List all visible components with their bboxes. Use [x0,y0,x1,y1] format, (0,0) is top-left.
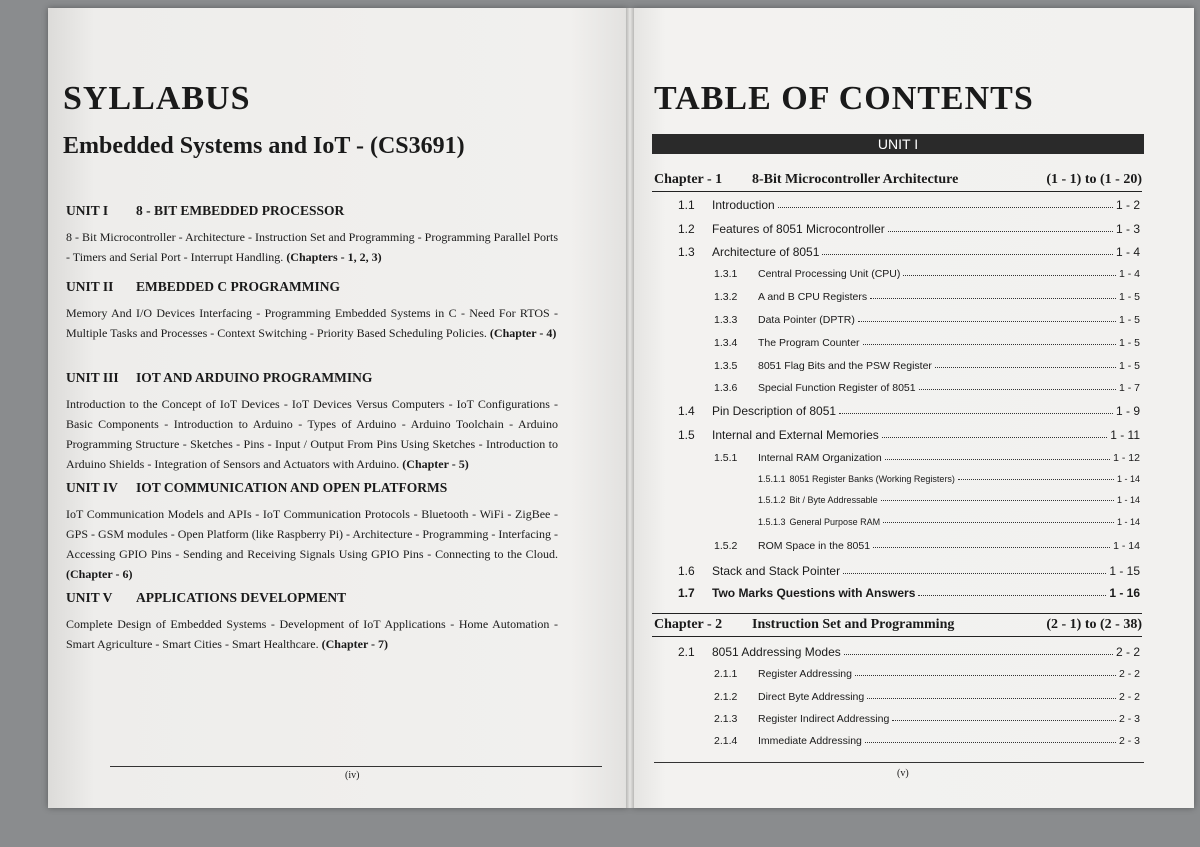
leader-dots [883,522,1114,523]
toc-entry-number: 2.1.4 [714,735,738,747]
leader-dots [918,595,1106,596]
toc-entry-number: 1.5.1 [714,452,738,464]
toc-entry-number: 1.3.6 [714,382,738,394]
toc-entry-page: 1 - 5 [1118,360,1140,372]
toc-entry-title: A and B CPU Registers [758,291,868,303]
toc-entry-page: 1 - 4 [1115,245,1140,259]
toc-entry-title: 8051 Flag Bits and the PSW Register [758,360,932,372]
toc-entry [758,495,1140,505]
leader-dots [858,321,1116,322]
unit-chapters: (Chapter - 4) [489,326,557,340]
leader-dots [822,254,1113,255]
toc-entry-number: 2.1.3 [714,713,738,725]
toc-entry-number: 1.4 [678,404,695,418]
toc-entry [714,314,1140,326]
toc-entry [714,360,1140,372]
leader-dots [855,675,1116,676]
toc-entry-number: 2.1.1 [714,668,738,680]
toc-entry-number: 1.6 [678,564,695,578]
chapter-label: Chapter - 1 [654,172,723,187]
toc-entry-page: 1 - 14 [1116,474,1140,484]
unit-block [66,279,558,343]
unit-chapters: (Chapters - 1, 2, 3) [286,250,382,264]
toc-entry [678,404,1140,418]
leader-dots [881,500,1114,501]
subject-title: Embedded Systems and IoT - (CS3691) [63,133,465,159]
leader-dots [935,367,1116,368]
toc-entry [714,268,1140,280]
toc-entry [714,691,1140,703]
toc-entry-number: 1.3.5 [714,360,738,372]
chapter-label: Chapter - 2 [654,617,723,632]
leader-dots [885,459,1110,460]
toc-page [632,0,1194,847]
toc-entry-page: 2 - 3 [1118,713,1140,725]
leader-dots [865,742,1116,743]
toc-entry-title: Architecture of 8051 [712,245,820,259]
unit-block [66,370,558,474]
leader-dots [882,437,1107,438]
unit-topics: IoT Communication Models and APIs - IoT Communication Protocols - Bluetooth - WiFi - ZigBee - GPS - GSM modules - Open Platform (like Raspberry Pi) - Architecture - Programming - Interfacing - Accessing GPIO Pins - Sending and Receiving Signals Using GPIO Pins - Connecting to the Cloud. [66,507,558,561]
toc-entry [714,291,1140,303]
leader-dots [958,479,1114,480]
toc-entry-number: 1.3.4 [714,337,738,349]
toc-entry-title: ROM Space in the 8051 [758,540,871,552]
unit-number: UNIT II [66,279,114,294]
toc-entry-title: Data Pointer (DPTR) [758,314,855,326]
toc-entry [714,668,1140,680]
chapter-rule [652,613,1142,614]
unit-number: UNIT V [66,590,113,605]
chapter-range: (1 - 1) to (1 - 20) [1046,172,1142,187]
chapter-title: Instruction Set and Programming [752,617,955,632]
unit-block [66,480,558,584]
toc-entry-page: 1 - 7 [1118,382,1140,394]
toc-entry-number: 1.5.1.3 [758,517,786,527]
unit-number: UNIT I [66,203,109,218]
toc-entry-title: Bit / Byte Addressable [789,495,878,505]
toc-entry-number: 2.1.2 [714,691,738,703]
toc-entry-number: 1.3.3 [714,314,738,326]
chapter-rule [652,191,1142,192]
page-number-right: (v) [897,768,909,779]
toc-entry-title: Introduction [712,198,775,212]
unit-topics: 8 - Bit Microcontroller - Architecture - Instruction Set and Programming - Programming Parallel Ports - Timers and Serial Port - Interrupt Handling. [66,230,558,264]
toc-entry-title: Special Function Register of 8051 [758,382,916,394]
toc-entry-page: 1 - 16 [1109,586,1140,600]
toc-entry-title: Stack and Stack Pointer [712,564,841,578]
unit-number: UNIT III [66,370,119,385]
leader-dots [870,298,1116,299]
toc-entry-number: 1.5.1.1 [758,474,786,484]
unit-topics: Memory And I/O Devices Interfacing - Programming Embedded Systems in C - Need For RTOS - Multiple Tasks and Processes - Context Switching - Priority Based Scheduling Policies. [66,306,558,340]
toc-entry-page: 1 - 2 [1115,198,1140,212]
toc-entry-number: 1.5.2 [714,540,738,552]
toc-entry-page: 2 - 2 [1115,645,1140,659]
toc-entry [678,586,1140,600]
toc-entry-page: 1 - 11 [1110,428,1140,442]
unit-topics: Introduction to the Concept of IoT Devices - IoT Devices Versus Computers - IoT Configurations - Basic Components - Introduction to Arduino - Types of Arduino - Arduino Toolchain - Arduino Programming Structure - Sketches - Pins - Input / Output From Pins Using Sketches - Introduction to Arduino Shields - Integration of Sensors and Actuators with Arduino. [66,397,558,471]
leader-dots [844,654,1113,655]
unit-banner: UNIT I [652,134,1144,154]
toc-entry-page: 2 - 2 [1118,668,1140,680]
toc-entry-title: Central Processing Unit (CPU) [758,268,901,280]
toc-entry-page: 1 - 5 [1118,337,1140,349]
toc-entry-title: The Program Counter [758,337,860,349]
toc-entry-title: General Purpose RAM [789,517,881,527]
unit-title: EMBEDDED C PROGRAMMING [136,279,340,294]
toc-entry-page: 2 - 2 [1118,691,1140,703]
syllabus-title: SYLLABUS [63,80,251,117]
chapter-heading [654,617,1142,633]
unit-chapters: (Chapter - 5) [402,457,469,471]
toc-entry [714,452,1140,464]
toc-entry-page: 1 - 15 [1109,564,1140,578]
unit-block [66,203,558,267]
toc-entry-number: 2.1 [678,645,695,659]
toc-entry-page: 1 - 14 [1116,495,1140,505]
footer-rule [654,762,1144,763]
toc-entry-number: 1.7 [678,586,695,600]
leader-dots [888,231,1113,232]
toc-entry-number: 1.3.1 [714,268,738,280]
toc-entry-page: 1 - 4 [1118,268,1140,280]
unit-title: IOT COMMUNICATION AND OPEN PLATFORMS [136,480,448,495]
chapter-heading [654,172,1142,188]
toc-entry [678,222,1140,236]
toc-entry-title: Register Indirect Addressing [758,713,890,725]
toc-entry [678,428,1140,442]
leader-dots [892,720,1116,721]
leader-dots [919,389,1116,390]
unit-block [66,590,558,654]
leader-dots [867,698,1116,699]
toc-entry-title: Direct Byte Addressing [758,691,865,703]
unit-number: UNIT IV [66,480,118,495]
toc-entry-number: 1.1 [678,198,695,212]
page-number-left: (iv) [345,770,360,781]
toc-entry-page: 1 - 14 [1113,540,1140,552]
chapter-rule [652,636,1142,637]
toc-entry-page: 1 - 14 [1116,517,1140,527]
leader-dots [863,344,1116,345]
toc-entry [678,564,1140,578]
leader-dots [903,275,1116,276]
unit-chapters: (Chapter - 6) [66,567,133,581]
toc-entry [678,645,1140,659]
toc-entry-number: 1.5.1.2 [758,495,786,505]
unit-title: IOT AND ARDUINO PROGRAMMING [136,370,373,385]
toc-entry-title: Internal RAM Organization [758,452,882,464]
toc-title: TABLE OF CONTENTS [654,80,1034,117]
footer-rule [110,766,602,767]
toc-entry-page: 1 - 5 [1118,314,1140,326]
unit-title: 8 - BIT EMBEDDED PROCESSOR [136,203,345,218]
toc-entry-title: Register Addressing [758,668,852,680]
chapter-range: (2 - 1) to (2 - 38) [1046,617,1142,632]
toc-entry-number: 1.5 [678,428,695,442]
leader-dots [843,573,1106,574]
toc-entry-page: 1 - 5 [1118,291,1140,303]
toc-entry-number: 1.3.2 [714,291,738,303]
toc-entry-title: Two Marks Questions with Answers [712,586,916,600]
toc-entry-title: Internal and External Memories [712,428,879,442]
toc-entry [678,198,1140,212]
toc-entry [758,517,1140,527]
toc-entry [714,337,1140,349]
toc-entry-page: 1 - 12 [1113,452,1140,464]
leader-dots [778,207,1113,208]
toc-entry-title: Immediate Addressing [758,735,862,747]
unit-chapters: (Chapter - 7) [321,637,389,651]
unit-title: APPLICATIONS DEVELOPMENT [136,590,347,605]
leader-dots [839,413,1113,414]
toc-entry-title: Features of 8051 Microcontroller [712,222,885,236]
toc-entry [758,474,1140,484]
toc-entry [714,713,1140,725]
toc-entry [678,245,1140,259]
leader-dots [873,547,1110,548]
toc-entry-number: 1.2 [678,222,695,236]
toc-entry-page: 1 - 9 [1115,404,1140,418]
unit-topics: Complete Design of Embedded Systems - Development of IoT Applications - Home Automation - Smart Agriculture - Smart Cities - Smart Healthcare. [66,617,558,651]
toc-entry [714,382,1140,394]
toc-entry-page: 2 - 3 [1118,735,1140,747]
chapter-title: 8-Bit Microcontroller Architecture [752,172,959,187]
toc-entry [714,540,1140,552]
toc-entry [714,735,1140,747]
toc-entry-title: 8051 Addressing Modes [712,645,841,659]
toc-entry-title: Pin Description of 8051 [712,404,837,418]
toc-entry-title: 8051 Register Banks (Working Registers) [789,474,955,484]
toc-entry-number: 1.3 [678,245,695,259]
toc-entry-page: 1 - 3 [1115,222,1140,236]
